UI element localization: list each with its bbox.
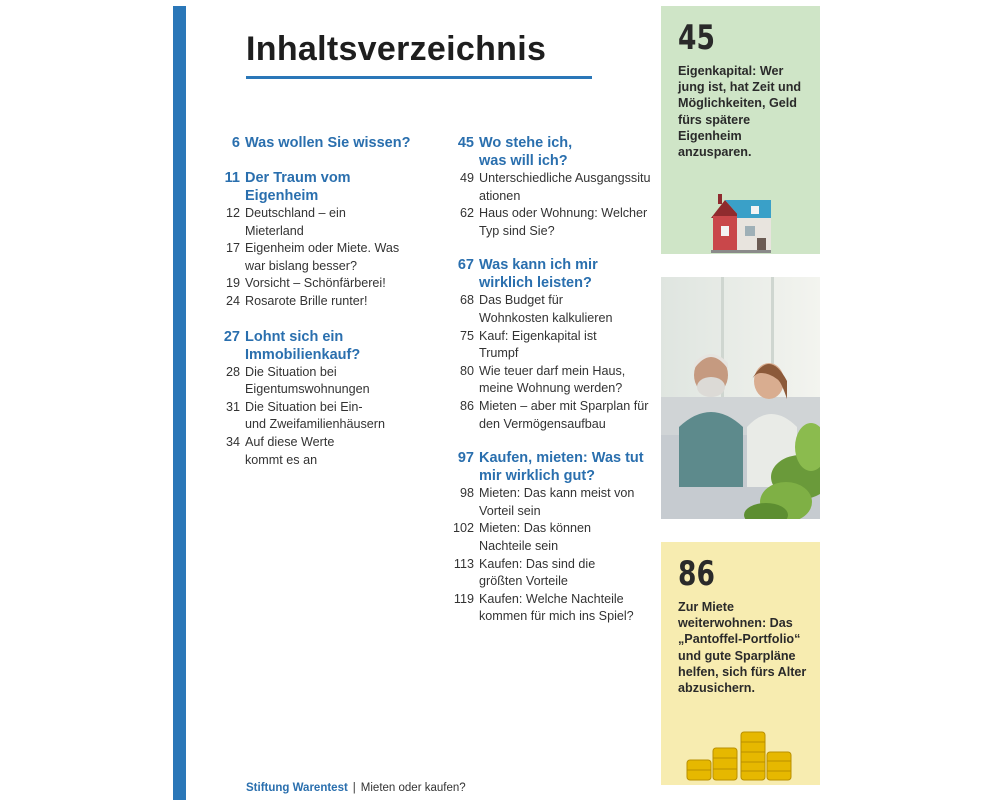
toc-entry-text: Unterschiedliche Ausgangssituationen	[479, 171, 651, 203]
toc-section-heading[interactable]	[206, 134, 421, 152]
sidebar-box-page-number: 86	[678, 554, 715, 594]
toc-section-heading[interactable]	[206, 328, 421, 364]
toc-entry-text: Mieten – aber mit Sparplan für den Vermögensaufbau	[479, 398, 649, 431]
toc-entry[interactable]	[440, 170, 655, 205]
toc-section	[440, 449, 655, 626]
toc-page-number: 80	[459, 363, 474, 378]
house-icon	[707, 192, 773, 254]
toc-section-title: Kaufen, mieten: Was tut mir wirklich gut?	[479, 450, 644, 485]
toc-page-number: 102	[452, 521, 474, 536]
sidebar-box-text: Zur Miete weiterwohnen: Das „Pantoffel-Portfolio“ und gute Sparpläne helfen, sich fürs Alter abzusichern.	[678, 600, 807, 696]
couple-photo-illustration	[661, 277, 820, 519]
toc-page-number: 6	[231, 135, 240, 151]
toc-page-number: 11	[224, 170, 240, 186]
toc-page-number: 68	[459, 293, 474, 308]
toc-entry[interactable]	[206, 293, 421, 311]
toc-column-right	[440, 134, 655, 642]
sidebar-box-page-number: 45	[678, 18, 715, 58]
toc-entry[interactable]	[206, 364, 421, 399]
toc-section-title: Was wollen Sie wissen?	[245, 135, 411, 151]
sidebar-box-text: Eigenkapital: Wer jung ist, hat Zeit und Möglichkeiten, Geld fürs spätere Eigenheim anzusparen.	[678, 64, 802, 160]
toc-entry[interactable]	[440, 328, 655, 363]
toc-entry[interactable]	[440, 205, 655, 240]
toc-entry-text: Kaufen: Das sind die größten Vorteile	[479, 556, 596, 589]
footer-separator: |	[352, 782, 356, 794]
toc-entry[interactable]	[440, 556, 655, 591]
toc-page-number: 28	[225, 364, 240, 379]
coins-icon	[685, 728, 797, 784]
toc-entry-text: Kauf: Eigenkapital ist Trumpf	[479, 328, 597, 361]
toc-page-number: 45	[457, 135, 474, 151]
toc-entry-text: Mieten: Das können Nachteile sein	[479, 521, 592, 553]
toc-section-title: Lohnt sich ein Immobilienkauf?	[245, 328, 361, 363]
sidebar-box-miete[interactable]	[661, 542, 820, 785]
sidebar-box-eigenkapital[interactable]	[661, 6, 820, 254]
page-title: Inhaltsverzeichnis	[246, 30, 547, 68]
toc-entry[interactable]	[440, 485, 655, 520]
toc-section	[440, 256, 655, 433]
toc-section	[206, 134, 421, 152]
toc-entry[interactable]	[206, 205, 421, 240]
toc-section-heading[interactable]	[206, 169, 421, 205]
left-accent-bar	[173, 6, 186, 800]
toc-page-number: 27	[223, 328, 240, 345]
page-footer	[246, 782, 466, 794]
toc-page-number: 17	[225, 241, 240, 256]
toc-page-number: 67	[457, 257, 474, 274]
toc-entry-text: Die Situation bei Ein- und Zweifamilienhäusern	[245, 399, 386, 432]
toc-page-number: 62	[459, 206, 474, 221]
toc-section	[440, 134, 655, 240]
toc-entry[interactable]	[440, 591, 655, 626]
toc-entry-text: Das Budget für Wohnkosten kalkulieren	[479, 293, 613, 325]
toc-page-number: 113	[453, 556, 474, 571]
toc-entry-text: Mieten: Das kann meist von Vorteil sein	[479, 486, 635, 518]
toc-section	[206, 169, 421, 311]
toc-section-title: Der Traum vom Eigenheim	[245, 170, 351, 204]
toc-column-left	[206, 134, 421, 485]
toc-entry-text: Deutschland – ein Mieterland	[245, 206, 346, 238]
toc-entry-text: Eigenheim oder Miete. Was war bislang besser?	[245, 241, 400, 273]
toc-page-number: 98	[459, 486, 474, 501]
toc-page-number: 31	[225, 399, 240, 414]
toc-section-title: Was kann ich mir wirklich leisten?	[479, 257, 598, 292]
toc-entry-text: Auf diese Werte kommt es an	[245, 434, 335, 467]
footer-brand: Stiftung Warentest	[246, 782, 348, 794]
toc-entry-text: Kaufen: Welche Nachteile kommen für mich ins Spiel?	[479, 591, 634, 624]
toc-section	[206, 328, 421, 470]
toc-page-number: 86	[459, 398, 474, 413]
toc-page-number: 49	[459, 171, 474, 185]
toc-section-heading[interactable]	[440, 256, 655, 292]
toc-entry[interactable]	[440, 363, 655, 398]
toc-entry[interactable]	[206, 275, 421, 293]
title-underline	[246, 76, 592, 79]
toc-page-number: 119	[453, 591, 474, 606]
toc-section-heading[interactable]	[440, 449, 655, 485]
toc-page-number: 34	[225, 434, 240, 449]
footer-book-title: Mieten oder kaufen?	[360, 782, 466, 794]
toc-entry[interactable]	[440, 398, 655, 433]
toc-entry[interactable]	[440, 292, 655, 327]
toc-entry-text: Haus oder Wohnung: Welcher Typ sind Sie?	[479, 206, 648, 238]
toc-entry[interactable]	[440, 520, 655, 555]
couple-photo	[661, 277, 820, 519]
toc-entry-text: Rosarote Brille runter!	[245, 293, 368, 308]
toc-entry[interactable]	[206, 399, 421, 434]
toc-page-number: 19	[225, 276, 240, 291]
toc-entry-text: Wie teuer darf mein Haus, meine Wohnung werden?	[479, 363, 626, 396]
toc-page-number: 12	[225, 206, 240, 220]
toc-section-title: Wo stehe ich, was will ich?	[479, 135, 573, 169]
toc-page-number: 24	[225, 293, 240, 308]
toc-page-number: 75	[459, 328, 474, 343]
toc-entry[interactable]	[206, 434, 421, 469]
toc-page-number: 97	[457, 450, 474, 467]
toc-section-heading[interactable]	[440, 134, 655, 170]
toc-entry[interactable]	[206, 240, 421, 275]
toc-entry-text: Vorsicht – Schönfärberei!	[245, 276, 386, 291]
toc-entry-text: Die Situation bei Eigentumswohnungen	[245, 364, 370, 397]
